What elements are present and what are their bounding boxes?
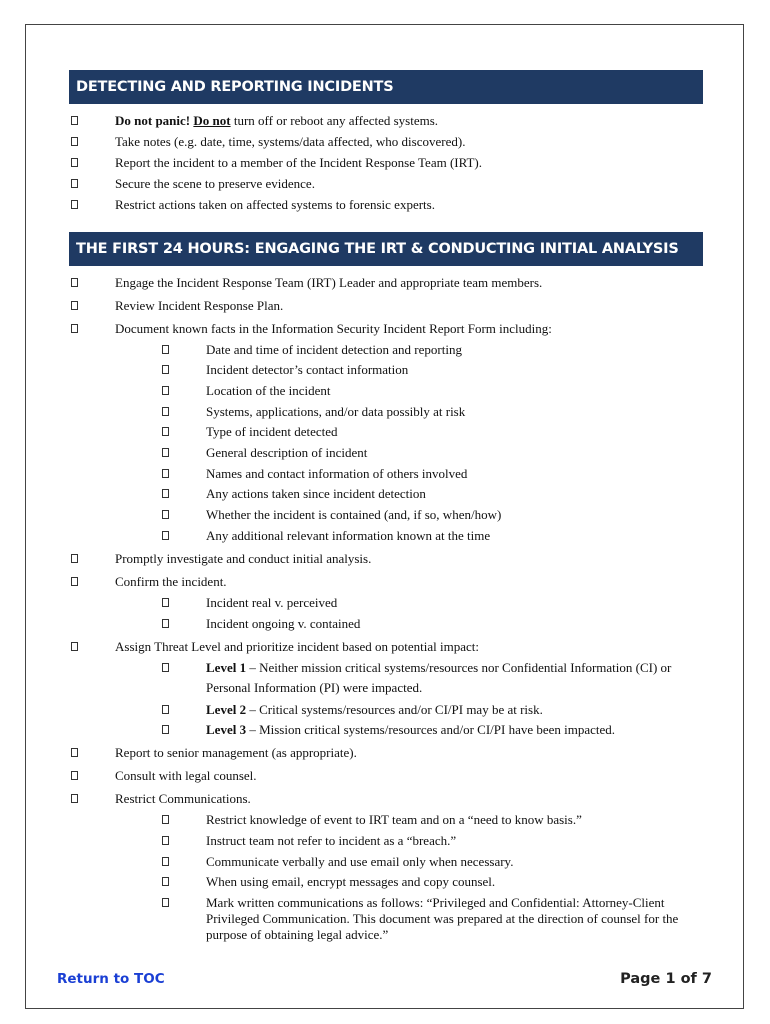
sub-item-text: Any additional relevant information known at the time xyxy=(206,528,491,543)
section-header-first-24-hours: THE FIRST 24 HOURS: ENGAGING THE IRT & CONDUCTING INITIAL ANALYSIS xyxy=(69,232,703,266)
checkbox-icon[interactable] xyxy=(71,179,78,188)
item-text: Confirm the incident. xyxy=(115,574,227,589)
item-text: Document known facts in the Information Security Incident Report Form including: xyxy=(115,321,552,336)
sub-item-text: Any actions taken since incident detection xyxy=(206,486,426,501)
item-text: turn off or reboot any affected systems. xyxy=(230,113,439,128)
item-text: Consult with legal counsel. xyxy=(115,768,257,783)
level-text: – Neither mission critical systems/resources nor Confidential Information (CI) or Personal Information (PI) were impacted. xyxy=(206,660,672,695)
sub-item-text: Communicate verbally and use email only when necessary. xyxy=(206,854,514,869)
checkbox-icon[interactable] xyxy=(162,877,169,886)
item-text: Report to senior management (as appropriate). xyxy=(115,745,357,760)
checkbox-icon[interactable] xyxy=(71,301,78,310)
sub-item-text: Type of incident detected xyxy=(206,424,338,439)
checkbox-icon[interactable] xyxy=(162,619,169,628)
checkbox-icon[interactable] xyxy=(162,489,169,498)
checkbox-icon[interactable] xyxy=(162,815,169,824)
checkbox-icon[interactable] xyxy=(162,407,169,416)
checkbox-icon[interactable] xyxy=(162,898,169,907)
item-emphasis: Do not panic! xyxy=(115,113,191,128)
checkbox-icon[interactable] xyxy=(162,510,169,519)
checkbox-icon[interactable] xyxy=(162,448,169,457)
item-emphasis-underline: Do not xyxy=(193,113,231,128)
checkbox-icon[interactable] xyxy=(71,324,78,333)
sub-item-text: Instruct team not refer to incident as a “breach.” xyxy=(206,833,457,848)
item-text: Review Incident Response Plan. xyxy=(115,298,284,313)
item-text: Report the incident to a member of the Incident Response Team (IRT). xyxy=(115,155,483,170)
item-text: Assign Threat Level and prioritize incident based on potential impact: xyxy=(115,639,480,654)
checkbox-icon[interactable] xyxy=(162,469,169,478)
sub-item-text: Incident real v. perceived xyxy=(206,595,338,610)
item-text: Restrict actions taken on affected systems to forensic experts. xyxy=(115,197,435,212)
checkbox-icon[interactable] xyxy=(71,577,78,586)
sub-item-text: Restrict knowledge of event to IRT team and on a “need to know basis.” xyxy=(206,812,582,827)
sub-item-text: Location of the incident xyxy=(206,383,331,398)
checkbox-icon[interactable] xyxy=(71,200,78,209)
checkbox-icon[interactable] xyxy=(162,598,169,607)
level-label: Level 3 xyxy=(206,722,247,737)
sub-item-text: Systems, applications, and/or data possibly at risk xyxy=(206,404,466,419)
checkbox-icon[interactable] xyxy=(162,386,169,395)
checkbox-icon[interactable] xyxy=(71,794,78,803)
return-to-toc-link[interactable]: Return to TOC xyxy=(57,971,165,987)
sub-item-text: Names and contact information of others involved xyxy=(206,466,468,481)
checkbox-icon[interactable] xyxy=(162,663,169,672)
level-text: – Critical systems/resources and/or CI/PI may be at risk. xyxy=(246,702,543,717)
checkbox-icon[interactable] xyxy=(71,748,78,757)
checkbox-icon[interactable] xyxy=(71,158,78,167)
checkbox-icon[interactable] xyxy=(162,725,169,734)
sub-item-text: Whether the incident is contained (and, if so, when/how) xyxy=(206,507,502,522)
sub-item-text: Mark written communications as follows: “Privileged and Confidential: Attorney-Client Privileged Communication. This document was prepared at the direction of counsel for the purpose of obtaining legal advice.” xyxy=(206,895,679,942)
checkbox-icon[interactable] xyxy=(162,836,169,845)
item-text: Engage the Incident Response Team (IRT) Leader and appropriate team members. xyxy=(115,275,543,290)
checkbox-icon[interactable] xyxy=(162,345,169,354)
section-header-detecting: DETECTING AND REPORTING INCIDENTS xyxy=(69,70,703,104)
page-number: Page 1 of 7 xyxy=(620,971,712,987)
checkbox-icon[interactable] xyxy=(162,857,169,866)
checkbox-icon[interactable] xyxy=(71,137,78,146)
item-text: Restrict Communications. xyxy=(115,791,251,806)
sub-item-text: When using email, encrypt messages and copy counsel. xyxy=(206,874,496,889)
checkbox-icon[interactable] xyxy=(162,427,169,436)
checkbox-icon[interactable] xyxy=(71,554,78,563)
checkbox-icon[interactable] xyxy=(162,705,169,714)
checkbox-icon[interactable] xyxy=(71,771,78,780)
document-page xyxy=(25,24,744,1009)
sub-item-text: General description of incident xyxy=(206,445,368,460)
item-text: Secure the scene to preserve evidence. xyxy=(115,176,315,191)
checkbox-icon[interactable] xyxy=(71,642,78,651)
checkbox-icon[interactable] xyxy=(162,365,169,374)
level-label: Level 2 xyxy=(206,702,247,717)
item-text: Take notes (e.g. date, time, systems/data affected, who discovered). xyxy=(115,134,466,149)
item-text: Promptly investigate and conduct initial analysis. xyxy=(115,551,372,566)
checkbox-icon[interactable] xyxy=(71,116,78,125)
level-text: – Mission critical systems/resources and/or CI/PI have been impacted. xyxy=(246,722,616,737)
sub-item-text: Date and time of incident detection and reporting xyxy=(206,342,462,357)
level-label: Level 1 xyxy=(206,660,247,675)
checkbox-icon[interactable] xyxy=(71,278,78,287)
checkbox-icon[interactable] xyxy=(162,531,169,540)
sub-item-text: Incident ongoing v. contained xyxy=(206,616,361,631)
sub-item-text: Incident detector’s contact information xyxy=(206,362,409,377)
